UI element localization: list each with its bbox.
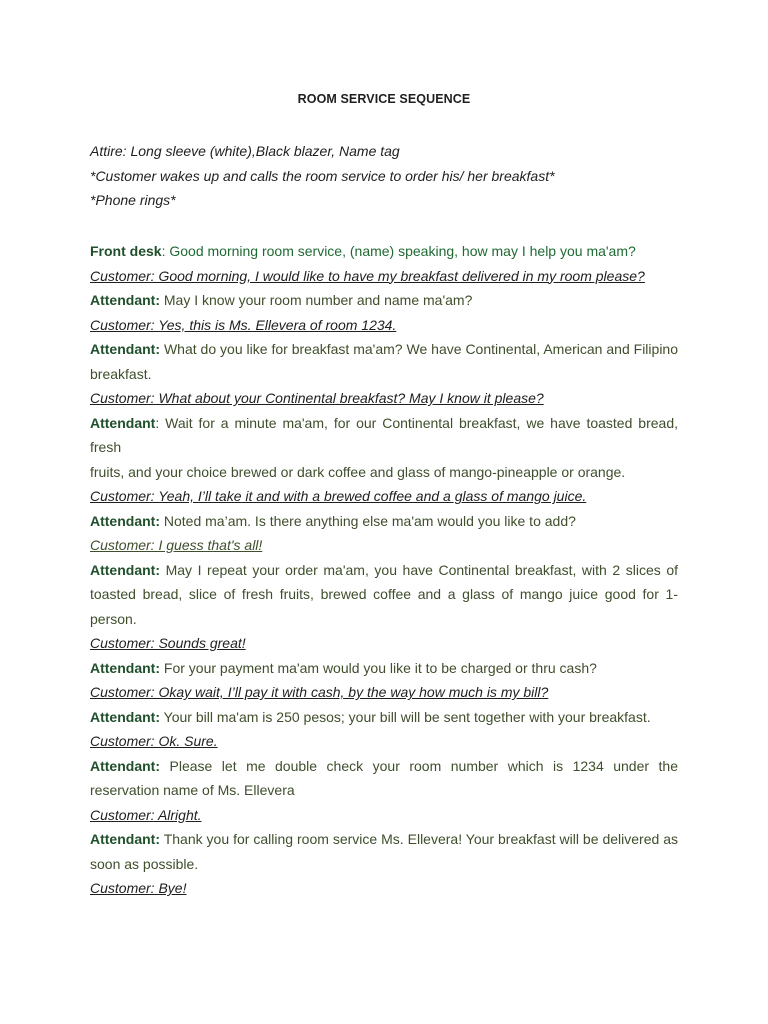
customer-speech: Customer: Yes, this is Ms. Ellevera of room 1234. [90, 316, 397, 333]
staff-speech: Your bill ma'am is 250 pesos; your bill will be sent together with your breakfast. [163, 708, 651, 725]
phone-note: *Phone rings* [90, 192, 176, 208]
customer-speech: Customer: Good morning, I would like to have my breakfast delivered in my room please? [90, 267, 645, 284]
speaker-label: Attendant: [90, 292, 160, 308]
customer-speech: Customer: Ok. Sure. [90, 733, 218, 749]
speaker-label: Attendant [90, 414, 156, 431]
staff-speech: Good morning room service, (name) speaking, how may I help you ma'am? [169, 243, 636, 259]
speaker-separator: : [161, 243, 170, 259]
customer-speech: Customer: I guess that's all! [90, 537, 263, 553]
customer-line [90, 631, 678, 656]
intro-notes [90, 141, 690, 215]
dialogue-script [90, 239, 678, 901]
speaker-separator [160, 758, 170, 774]
speaker-label: Attendant: [90, 512, 160, 529]
staff-line [90, 754, 678, 803]
staff-speech: Please let me double check your room number which is 1234 under the reservation name of Ms. Ellevera [90, 757, 679, 798]
staff-speech: Wait for a minute ma'am, for our Continental breakfast, we have toasted bread, fresh [90, 414, 678, 455]
staff-line [90, 509, 678, 534]
customer-speech: Customer: Bye! [90, 880, 187, 896]
staff-line-continued: fruits, and your choice brewed or dark coffee and glass of mango-pineapple or orange. [90, 463, 626, 480]
customer-line [90, 803, 678, 828]
speaker-label: Attendant: [90, 341, 160, 357]
staff-line [90, 337, 678, 386]
customer-speech: Customer: Yeah, I’ll take it and with a brewed coffee and a glass of mango juice. [90, 488, 587, 504]
speaker-label: Attendant: [90, 659, 160, 676]
customer-line [90, 264, 678, 289]
staff-line [90, 239, 678, 264]
customer-line [90, 533, 678, 558]
staff-line [90, 705, 678, 730]
customer-line [90, 313, 678, 338]
speaker-label: Attendant: [90, 757, 160, 774]
staff-line [90, 411, 678, 460]
customer-line [90, 876, 678, 901]
customer-line [90, 484, 678, 509]
scene-note: *Customer wakes up and calls the room service to order his/ her breakfast* [90, 167, 555, 184]
customer-speech: Customer: Sounds great! [90, 635, 246, 651]
customer-line [90, 680, 678, 705]
speaker-label: Attendant: [90, 708, 160, 725]
customer-line [90, 729, 678, 754]
staff-speech: Thank you for calling room service Ms. Ellevera! Your breakfast will be delivered as soon as possible. [90, 831, 678, 872]
staff-speech: May I repeat your order ma'am, you have Continental breakfast, with 2 slices of toasted bread, slice of fresh fruits, brewed coffee and a glass of mango juice good for 1-person. [90, 561, 679, 627]
speaker-label: Attendant: [90, 561, 160, 578]
staff-speech: What do you like for breakfast ma'am? We have Continental, American and Filipino breakfast. [90, 341, 678, 382]
staff-line [90, 827, 678, 876]
attire-note: Attire: Long sleeve (white),Black blazer, Name tag [90, 143, 400, 159]
document-title: ROOM SERVICE SEQUENCE [297, 92, 471, 106]
staff-line [90, 656, 678, 681]
speaker-label: Front desk [90, 243, 162, 259]
speaker-separator: : [155, 414, 166, 431]
customer-speech: Customer: Alright. [90, 806, 202, 823]
staff-line [90, 558, 678, 632]
customer-speech: Customer: What about your Continental breakfast? May I know it please? [90, 390, 544, 406]
staff-line [90, 288, 678, 313]
staff-speech: For your payment ma'am would you like it to be charged or thru cash? [163, 659, 597, 676]
customer-line [90, 386, 678, 411]
staff-speech: Noted ma’am. Is there anything else ma'am would you like to add? [163, 512, 576, 529]
speaker-label: Attendant: [90, 831, 160, 847]
staff-speech: May I know your room number and name ma'am? [163, 292, 473, 308]
customer-speech: Customer: Okay wait, I’ll pay it with cash, by the way how much is my bill? [90, 684, 549, 700]
